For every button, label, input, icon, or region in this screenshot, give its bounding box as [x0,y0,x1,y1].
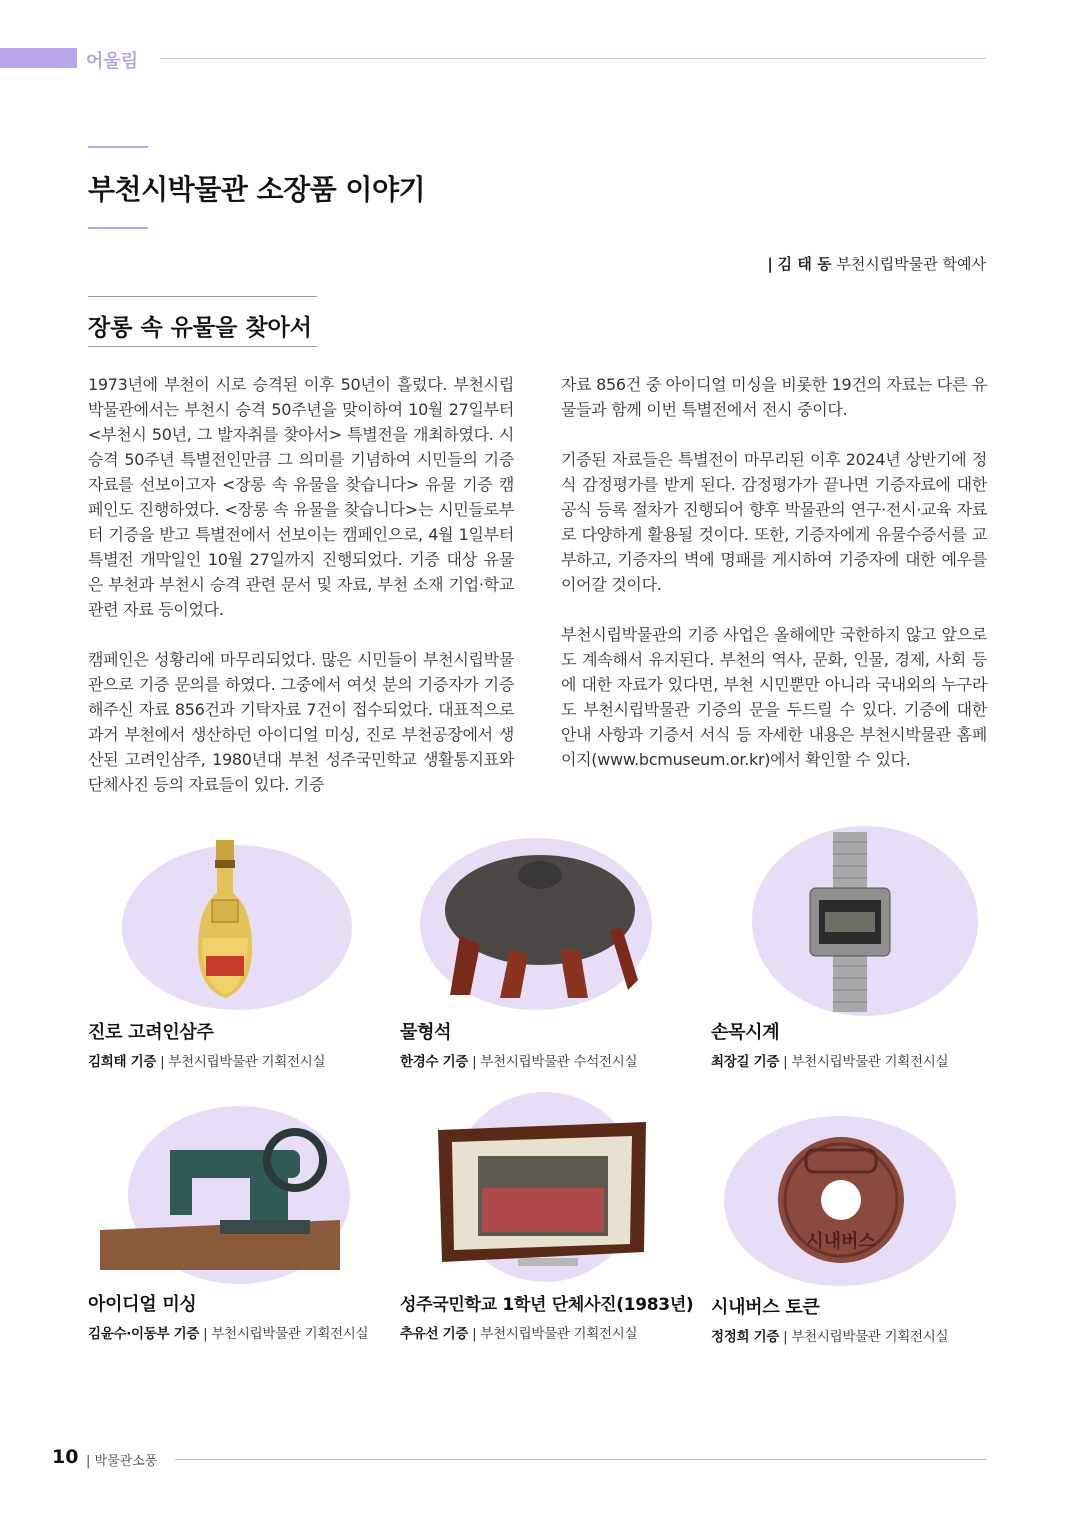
exhibit-location: 부천시립박물관 수석전시실 [480,1054,638,1070]
title-rule-bottom [88,227,148,229]
byline-separator: | [767,255,773,273]
credit-separator: | [783,1054,788,1070]
section-rule-top [88,296,317,297]
bus-token-image [776,1135,906,1265]
digital-wristwatch-image [805,832,895,1012]
section-rule-bottom [88,346,317,347]
donor-name: 김윤수·이동부 기증 [88,1326,200,1342]
frog-shaped-stone-image [440,850,640,1000]
exhibit-location: 부천시립박물관 기획전시실 [791,1054,949,1070]
item-credit [711,1050,948,1070]
item-title: 진로 고려인삼주 [88,1022,214,1043]
title-rule-top [88,146,148,148]
item-credit [400,1322,637,1342]
item-title: 물형석 [400,1022,452,1043]
item-title: 손목시계 [711,1022,780,1043]
token-inscription: 시내버스 [806,1231,876,1252]
section-color-bar [0,48,77,68]
footer-separator: | [86,1454,91,1469]
credit-separator: | [203,1326,208,1342]
sewing-machine-image [100,1120,340,1270]
item-credit [711,1325,948,1345]
exhibit-location: 부천시립박물관 기획전시실 [480,1326,638,1342]
donor-name: 정정희 기증 [711,1329,780,1345]
publication-name [86,1450,157,1469]
article-title: 부천시박물관 소장품 이야기 [88,173,426,206]
item-credit [400,1050,637,1070]
donor-name: 김희태 기증 [88,1054,157,1070]
body-column-right [561,372,987,797]
item-title: 성주국민학교 1학년 단체사진(1983년) [400,1295,694,1315]
item-credit [88,1050,325,1070]
section-label: 어울림 [86,51,139,72]
credit-separator: | [160,1054,165,1070]
item-title: 아이디얼 미싱 [88,1294,197,1315]
paragraph: 캠페인은 성황리에 마무리되었다. 많은 시민들이 부천시립박물관으로 기증 문의를 하였다. 그중에서 여섯 분의 기증자가 기증해주신 자료 856건과 기탁자료 7건이 접수되었다. 대표적으로 과거 부천에서 생산하던 아이디얼 미싱, 진로 부천공장에서 생산된 고려인삼주, 1980년대 부천 성주국민학교 생활통지표와 단체사진 등의 자료들이 있다. 기증 [88,650,514,794]
paragraph: 1973년에 부천이 시로 승격된 이후 50년이 흘렀다. 부천시립박물관에서는 부천시 승격 50주년을 맞이하여 10월 27일부터 <부천시 50년, 그 발자취를 찾아서> 특별전을 개최하였다. 시승격 50주년 특별전인만큼 그 의미를 기념하여 시민들의 기증자료를 선보이고자 <장롱 속 유물을 찾습니다> 유물 기증 캠페인도 진행하였다. <장롱 속 유물을 찾습니다>는 시민들로부터 기증을 받고 특별전에서 선보이는 캠페인으로, 4월 1일부터 특별전 개막일인 10월 27일까지 진행되었다. 기증 대상 유물은 부천과 부천시 승격 관련 문서 및 자료, 부천 소재 기업·학교 관련 자료 등이었다. [88,375,514,619]
donor-name: 추유선 기증 [400,1326,469,1342]
item-title: 시내버스 토큰 [711,1297,820,1318]
donor-name: 최장길 기증 [711,1054,780,1070]
donor-name: 한경수 기증 [400,1054,469,1070]
page-number: 10 [52,1446,79,1468]
framed-class-photo-image [438,1122,646,1268]
paragraph: 부천시립박물관의 기증 사업은 올해에만 국한하지 않고 앞으로도 계속해서 유지된다. 부천의 역사, 문화, 인물, 경제, 사회 등에 대한 자료가 있다면, 부천 시민뿐만 아니라 국내외의 누구라도 부천시립박물관 기증의 문을 두드릴 수 있다. 기증에 대한 안내 사항과 기증서 서식 등 자세한 내용은 부천시박물관 홈페이지(www.bcmuseum.or.kr)에서 확인할 수 있다. [561,625,987,769]
section-title: 장롱 속 유물을 찾아서 [88,315,312,341]
item-credit [88,1322,368,1342]
byline [767,253,986,274]
credit-separator: | [472,1326,477,1342]
publication-title: 박물관소풍 [94,1454,158,1469]
paragraph: 기증된 자료들은 특별전이 마무리된 이후 2024년 상반기에 정식 감정평가를 받게 된다. 감정평가가 끝나면 기증자료에 대한 공식 등록 절차가 진행되어 향후 박물관의 연구·전시·교육 자료로 다양하게 활용될 것이다. 또한, 기증자에게 유물수증서를 교부하고, 기증자의 벽에 명패를 게시하여 기증자에 대한 예우를 이어갈 것이다. [561,450,987,594]
ginseng-liquor-bottle-image [190,838,260,1003]
paragraph: 자료 856건 중 아이디얼 미싱을 비롯한 19건의 자료는 다른 유물들과 함께 이번 특별전에서 전시 중이다. [561,375,987,419]
body-column-left [88,372,514,822]
credit-separator: | [472,1054,477,1070]
author-role: 부천시립박물관 학예사 [836,255,986,273]
header-divider [160,58,986,59]
credit-separator: | [783,1329,788,1345]
exhibit-location: 부천시립박물관 기획전시실 [211,1326,369,1342]
exhibit-location: 부천시립박물관 기획전시실 [791,1329,949,1345]
exhibit-location: 부천시립박물관 기획전시실 [168,1054,326,1070]
footer-divider [175,1459,986,1460]
author-name: 김 태 동 [777,255,832,273]
